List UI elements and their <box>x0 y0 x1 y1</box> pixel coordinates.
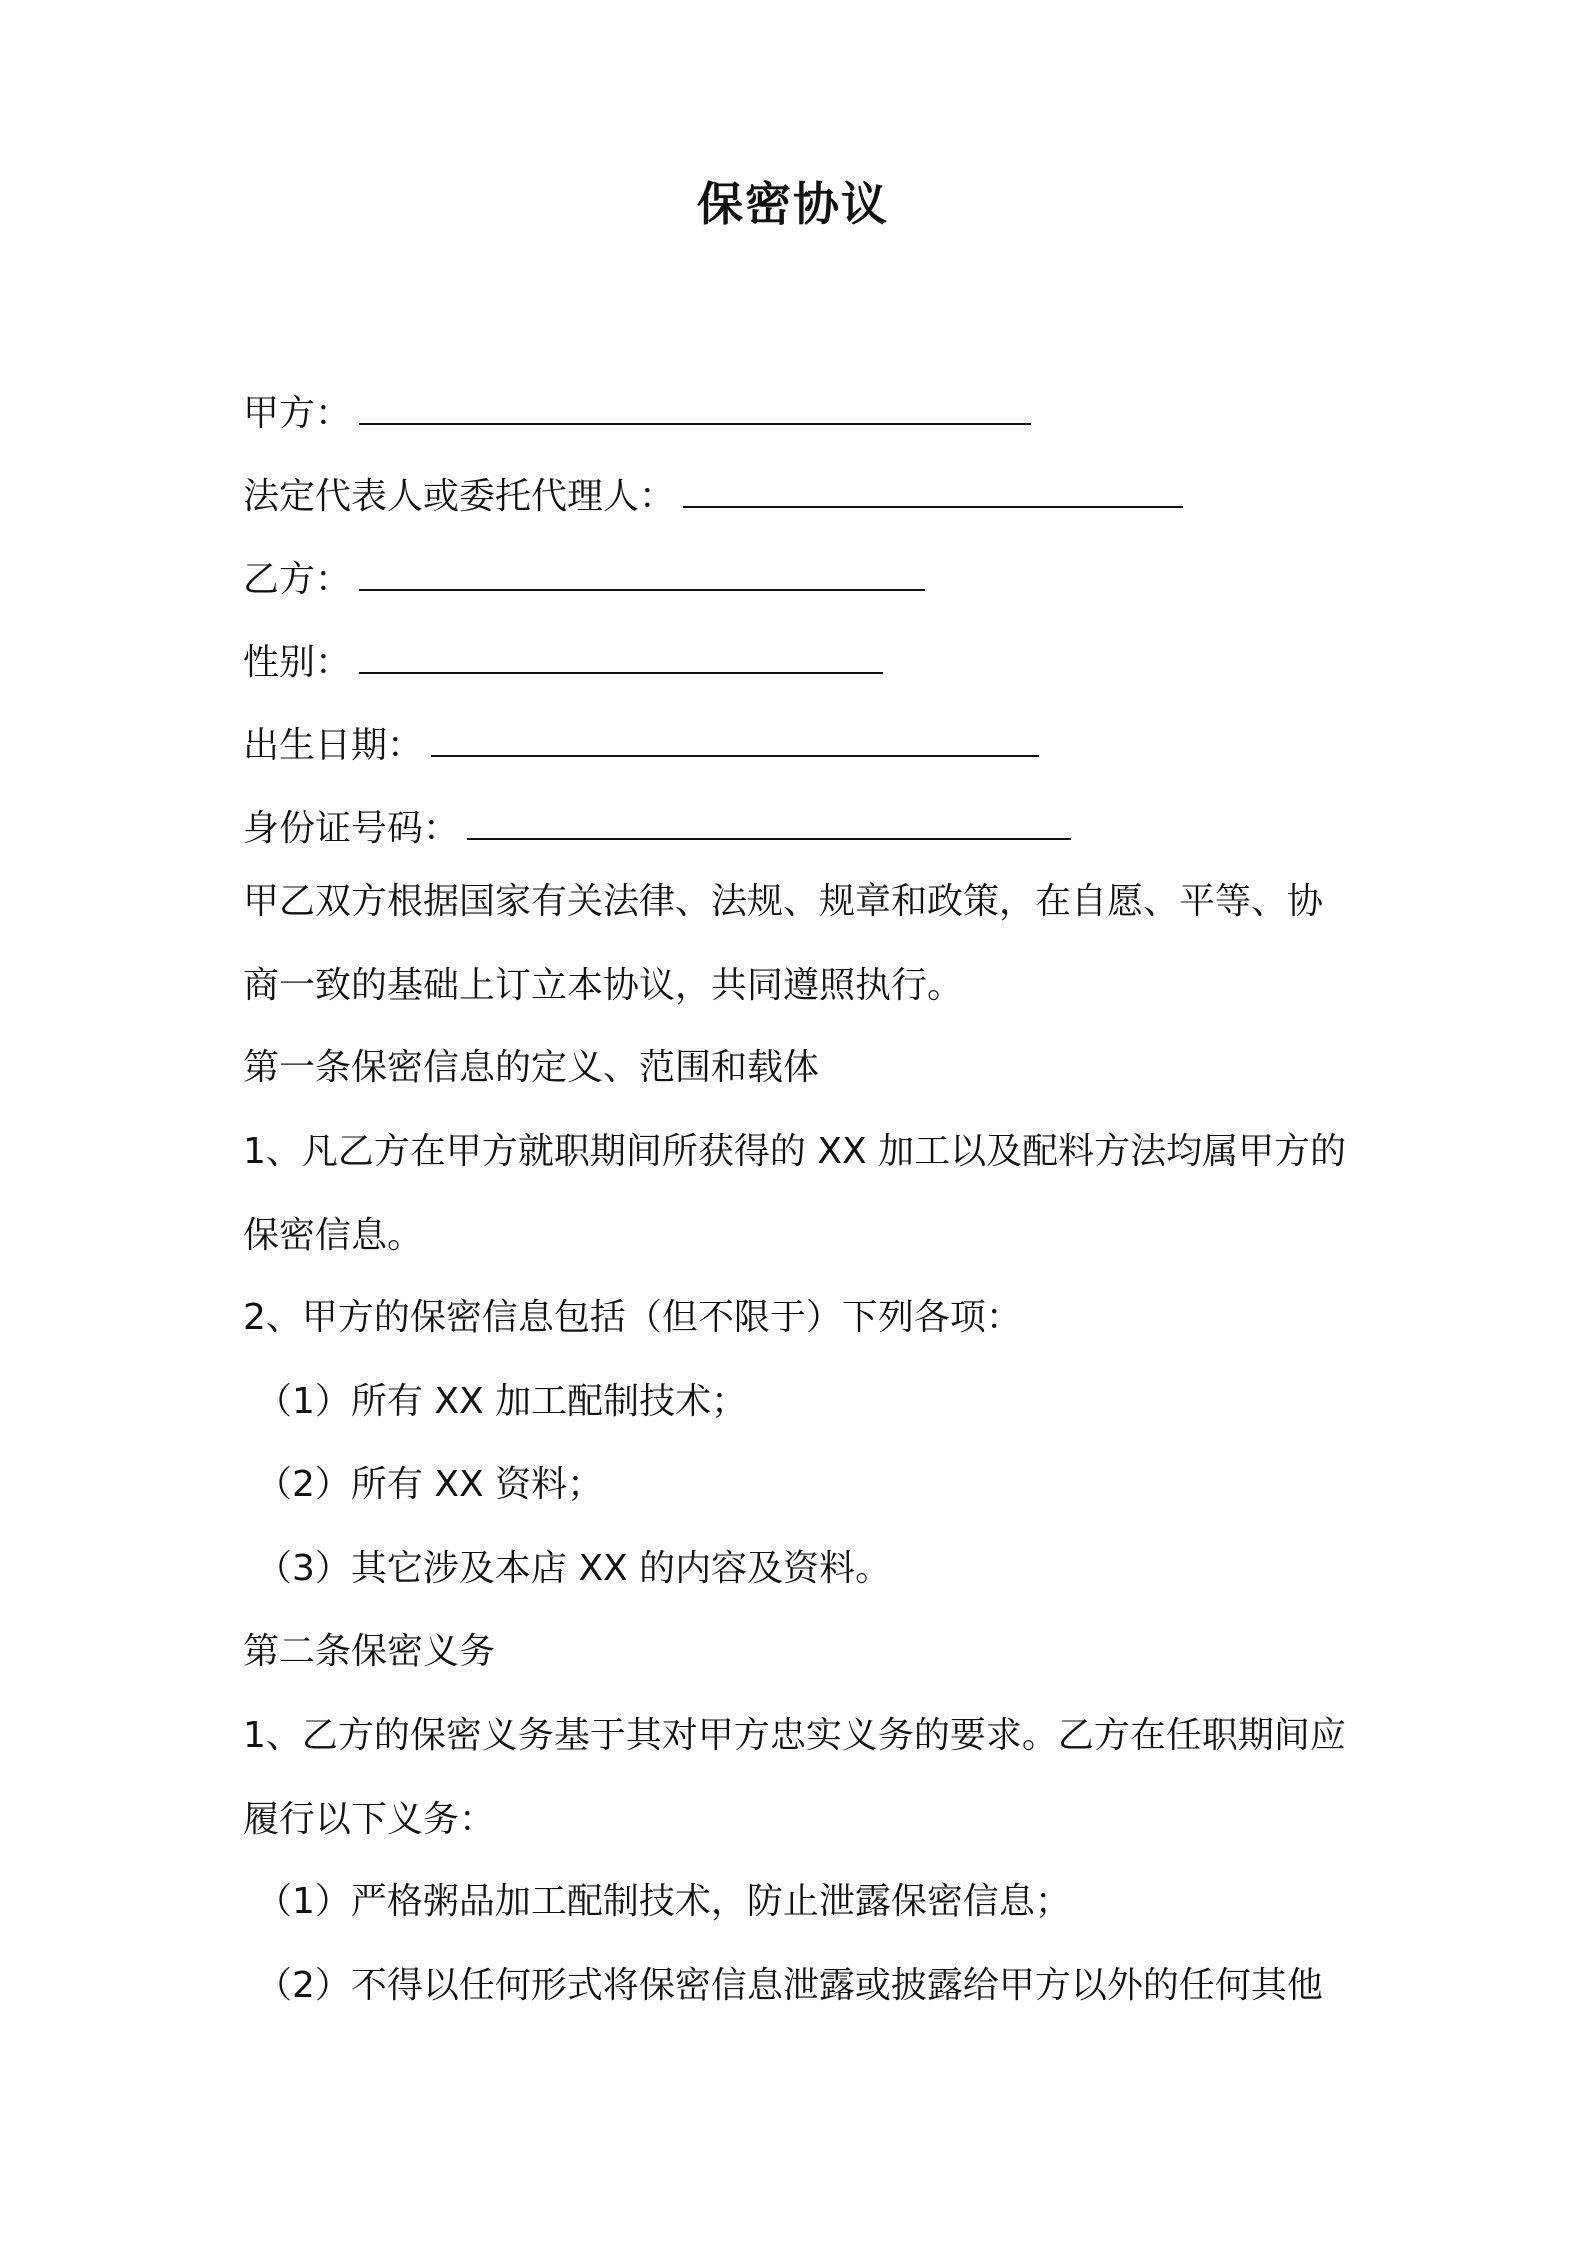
blank-line-party-a <box>359 397 1031 425</box>
field-legal-representative <box>243 471 1183 523</box>
field-id-number <box>243 803 1071 855</box>
field-label-legal-representative: 法定代表人或委托代理人： <box>243 476 676 517</box>
field-birth-date <box>243 720 1039 772</box>
article-1-heading: 第一条保密信息的定义、范围和载体 <box>243 1047 820 1088</box>
article-2-heading: 第二条保密义务 <box>243 1631 496 1672</box>
blank-line-birth-date <box>431 729 1039 757</box>
article-2-subitem-1: （1）严格粥品加工配制技术，防止泄露保密信息； <box>256 1881 1071 1922</box>
article-1-item-1: 1、凡乙方在甲方就职期间所获得的 XX 加工以及配料方法均属甲方的保密信息。 <box>243 1131 1347 1256</box>
field-label-birth-date: 出生日期： <box>243 725 424 766</box>
article-2-item-1: 1、乙方的保密义务基于其对甲方忠实义务的要求。乙方在任职期间应履行以下义务： <box>243 1715 1346 1840</box>
blank-line-legal-representative <box>683 480 1183 508</box>
field-label-party-a: 甲方： <box>243 393 352 434</box>
article-1-subitem-3: （3）其它涉及本店 XX 的内容及资料。 <box>256 1548 892 1589</box>
blank-line-party-b <box>359 563 925 591</box>
article-1-item-2: 2、甲方的保密信息包括（但不限于）下列各项： <box>243 1297 1022 1338</box>
field-party-b <box>243 554 925 606</box>
field-label-gender: 性别： <box>243 642 352 683</box>
intro-paragraph: 甲乙双方根据国家有关法律、法规、规章和政策，在自愿、平等、协商一致的基础上订立本协议，共同遵照执行。 <box>243 881 1324 1006</box>
blank-line-gender <box>359 646 883 674</box>
blank-line-id-number <box>467 812 1071 840</box>
article-2-subitem-2: （2）不得以任何形式将保密信息泄露或披露给甲方以外的任何其他 <box>256 1965 1323 2006</box>
field-gender <box>243 637 883 689</box>
article-1-subitem-2: （2）所有 XX 资料； <box>256 1464 604 1505</box>
document-title: 保密协议 <box>697 177 889 231</box>
field-label-id-number: 身份证号码： <box>243 808 460 849</box>
field-label-party-b: 乙方： <box>243 559 352 600</box>
field-party-a <box>243 388 1031 440</box>
article-1-subitem-1: （1）所有 XX 加工配制技术； <box>256 1381 748 1422</box>
